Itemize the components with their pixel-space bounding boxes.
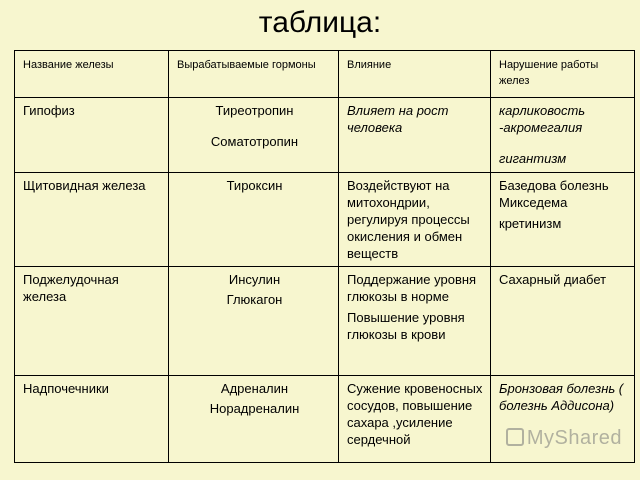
- effect-cell: [339, 376, 491, 463]
- disorder: Сахарный диабет: [499, 272, 607, 287]
- table-row: [15, 267, 635, 376]
- gland-cell: Поджелудочная железа: [15, 267, 169, 376]
- table-header-row: [15, 51, 635, 98]
- gland-cell: Гипофиз: [15, 98, 169, 173]
- hormone: Соматотропин: [210, 134, 299, 149]
- effect-cell: [339, 173, 491, 267]
- header-hormones: Вырабатываемые гормоны: [169, 51, 339, 98]
- effect-text: Воздействуют на митохондрии, регулируя процессы окисления и обмен веществ: [347, 178, 470, 261]
- effect-cell: [339, 98, 491, 173]
- effect-text: Сужение кровеносных сосудов, повышение сахара ,усиление сердечной: [347, 381, 483, 447]
- watermark-text: MyShared: [526, 427, 622, 449]
- hormones-cell: [169, 267, 339, 376]
- header-disorders: Нарушение работы желез: [491, 51, 635, 98]
- hormone: Норадреналин: [209, 401, 300, 416]
- page-title: таблица:: [258, 6, 382, 39]
- gland-cell: Щитовидная железа: [15, 173, 169, 267]
- hormone: Глюкагон: [226, 292, 283, 307]
- effect-text: Поддержание уровня глюкозы в норме: [347, 272, 477, 304]
- watermark-icon: [506, 428, 524, 446]
- glands-table: [14, 50, 635, 463]
- disorder: гигантизм: [499, 151, 567, 166]
- hormone: Тироксин: [226, 178, 283, 193]
- disorders-cell: [491, 173, 635, 267]
- gland-cell: Надпочечники: [15, 376, 169, 463]
- disorder: Бронзовая болезнь ( болезнь Аддисона): [499, 381, 624, 413]
- header-effect: Влияние: [339, 51, 491, 98]
- disorder: кретинизм: [499, 216, 562, 231]
- disorders-cell: [491, 267, 635, 376]
- disorder: Базедова болезнь: [499, 178, 609, 193]
- effect-text: Повышение уровня глюкозы в крови: [347, 310, 465, 342]
- table-row: [15, 173, 635, 267]
- disorder: карликовость: [499, 103, 586, 118]
- hormones-cell: [169, 376, 339, 463]
- effect-text: Влияет на рост человека: [347, 103, 449, 135]
- table-row: [15, 98, 635, 173]
- hormone: Инсулин: [228, 272, 281, 287]
- hormone: Тиреотропин: [215, 103, 294, 118]
- disorders-cell: [491, 98, 635, 173]
- disorder: Микседема: [499, 195, 568, 210]
- hormone: Адреналин: [220, 381, 289, 396]
- effect-cell: [339, 267, 491, 376]
- hormones-cell: [169, 173, 339, 267]
- disorder: -акромегалия: [499, 120, 583, 135]
- hormones-cell: [169, 98, 339, 173]
- watermark: [506, 427, 622, 450]
- header-gland: Название железы: [15, 51, 169, 98]
